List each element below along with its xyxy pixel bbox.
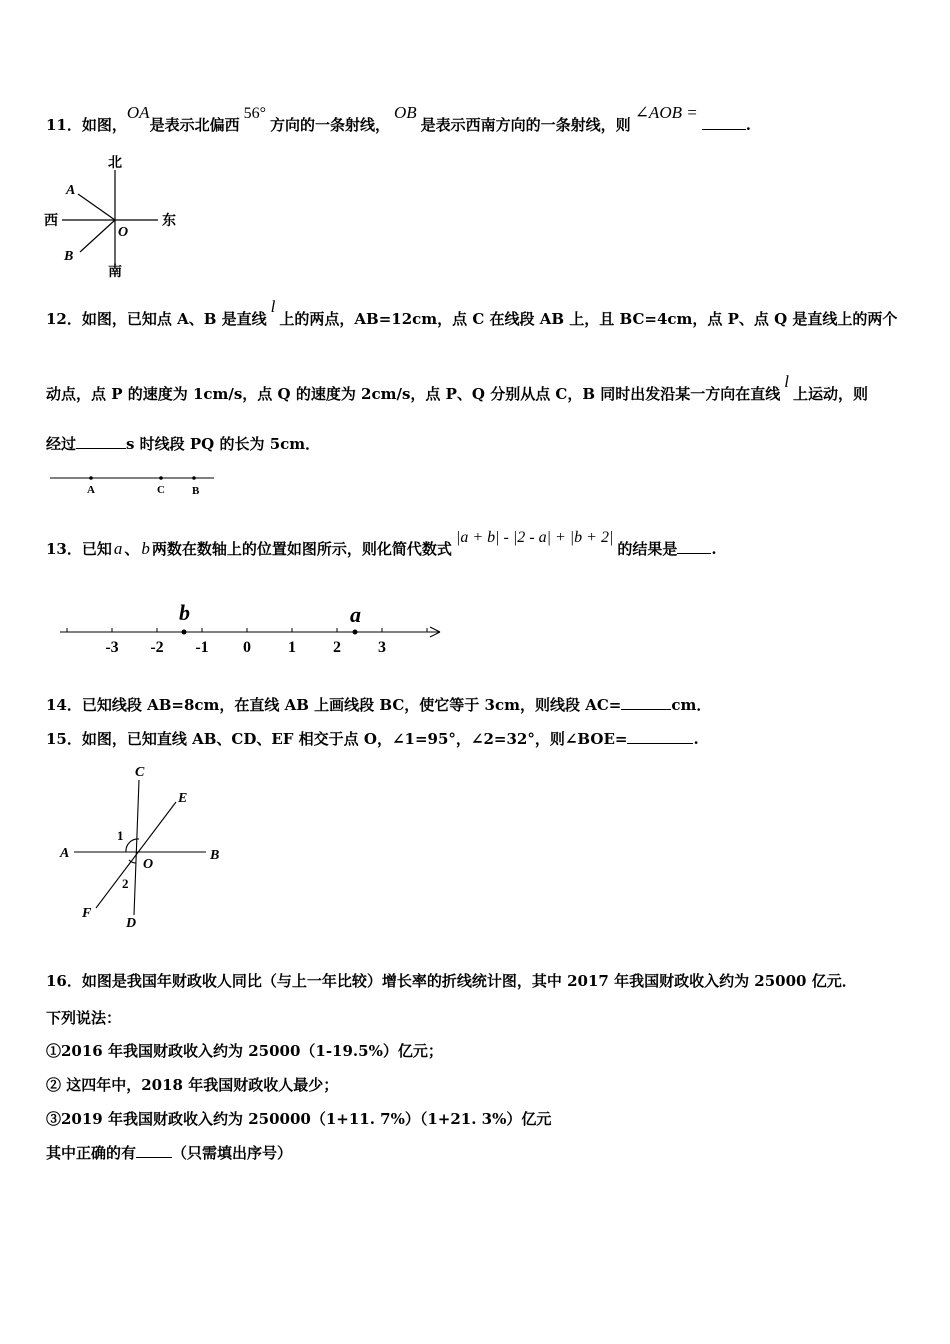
q16-statement-1 [46,1040,443,1061]
q16-line-1 [46,970,857,991]
q12-text-1a: 如图，已知点 A、B 是直线 [81,310,267,328]
q15-label-f: F [82,906,92,921]
q11-ray-ob [80,220,115,252]
q13-tick-label: -2 [150,639,164,656]
q13-text-3: 的结果是 [617,540,678,558]
q11-expr: ∠AOB = [634,103,698,122]
q15-text-1: 如图，已知直线 AB、CD、EF 相交于点 O，∠1=95°，∠2=32°，则∠BOE= [81,730,628,748]
q15-label-c: C [135,765,145,780]
q15-label-e: E [178,791,188,806]
q12-text-3b: s 时线段 PQ 的长为 5cm． [126,435,321,453]
q12-text-2a: 动点，点 P 的速度为 1cm/s，点 Q 的速度为 2cm/s，点 P、Q 分别从点 C，B 同时出发沿某一方向在直线 [46,385,781,403]
q12-answer-blank[interactable] [76,434,126,449]
q11-answer-blank[interactable] [702,115,746,130]
q16-statement-2 [46,1074,338,1095]
q16-statement-1-text: ①2016 年我国财政收入约为 25000（1-19.5%）亿元； [46,1042,443,1060]
q14-line [46,694,711,715]
q13-tick-label: -1 [195,639,209,656]
q12-label-c: C [157,484,165,496]
q11-compass-figure [40,152,200,282]
q15-label-a: A [60,846,70,861]
q16-ask [46,1142,292,1163]
q13-tick-label: 2 [333,639,341,656]
q16-statement-3 [46,1108,551,1129]
q13-tick-label: 1 [288,639,296,656]
q15-line [46,728,699,749]
q12-var-l-1: l [270,297,276,316]
q15-lines-figure [54,760,234,935]
q11-ob: OB [394,103,417,122]
q15-angle-1-label: 1 [117,828,124,843]
q13-expression: |a + b| - |2 - a| + |b + 2| [455,529,614,546]
q13-line [46,529,717,559]
q13-point-b [182,630,187,635]
q12-text-1b: 上的两点，AB=12cm，点 C 在线段 AB 上，且 BC=4cm，点 P、点 Q 是直线上的两个 [279,310,898,328]
q16-statement-3-text: ③2019 年我国财政收入约为 250000（1+11. 7%）（1+21. 3%）亿元 [46,1110,552,1128]
q14-text-2: cm． [671,696,712,714]
q14-number: 14． [46,696,82,714]
q15-label-b: B [210,848,220,863]
q11-label-o: O [118,225,129,240]
q14-answer-blank[interactable] [621,695,671,710]
q15-label-d: D [126,916,137,931]
q15-number: 15． [46,730,82,748]
q11-label-west: 西 [44,213,58,229]
q16-ask-text-2: （只需填出序号） [172,1144,293,1162]
q13-number-line [50,596,460,660]
q12-label-a: A [87,484,95,496]
q11-text-3: 方向的一条射线， [269,116,390,134]
q13-tick-label: -3 [105,639,119,656]
q16-number: 16． [46,972,82,990]
q11-end: . [745,116,751,134]
q12-point-b [192,476,196,480]
q13-answer-blank[interactable] [677,539,711,554]
q12-point-c [159,476,163,480]
q11-label-south: 南 [108,264,122,280]
q12-text-3a: 经过 [46,435,77,453]
q16-statement-2-text: ② 这四年中，2018 年我国财政收人最少； [46,1076,339,1094]
q12-label-b: B [192,485,200,497]
q11-label-north: 北 [108,155,122,171]
q12-line-1 [46,297,898,329]
q16-line-2 [46,1007,121,1028]
q13-point-a [353,630,358,635]
q12-text-2b: 上运动，则 [793,385,869,403]
q15-end: . [693,730,699,748]
q13-sep: 、 [124,540,140,558]
q16-answer-blank[interactable] [136,1143,172,1158]
q13-number: 13． [46,540,82,558]
q13-label-a: a [350,602,361,627]
q11-ray-oa [78,194,115,220]
q11-oa: OA [126,103,150,122]
q13-text-1: 已知 [81,540,112,558]
q11-label-b: B [64,249,74,264]
q13-tick-label: 3 [378,639,386,656]
q11-number: 11． [46,116,82,134]
q11-text-2: 是表示北偏西 [149,116,240,134]
q15-line-cd [134,780,139,915]
q13-var-a: a [113,539,123,558]
q15-angle-2-label: 2 [122,876,129,891]
q13-text-2: 两数在数轴上的位置如图所示，则化简代数式 [151,540,452,558]
q11-angle: 56° [243,105,266,122]
q12-line-2 [46,372,869,404]
q12-line-3 [46,433,320,454]
q16-text-1: 如图是我国年财政收人同比（与上一年比较）增长率的折线统计图，其中 2017 年我国财政收入约为 25000 亿元． [81,972,857,990]
q11-label-a: A [66,183,76,198]
q16-text-2: 下列说法： [46,1009,122,1027]
q12-point-a [89,476,93,480]
q14-text-1: 已知线段 AB=8cm，在直线 AB 上画线段 BC，使它等于 3cm，则线段 AC= [81,696,622,714]
q13-end: . [711,540,717,558]
q12-var-l-2: l [784,372,789,391]
q13-var-b: b [141,539,150,558]
q15-answer-blank[interactable] [627,729,693,744]
q13-label-b: b [179,600,190,625]
q13-tick-label: 0 [243,639,251,656]
q12-number: 12． [46,310,82,328]
q16-ask-text: 其中正确的有 [46,1144,137,1162]
q11-line [46,103,751,135]
q11-text-1: 如图， [81,116,127,134]
q11-label-east: 东 [162,213,176,229]
q15-label-o: O [143,857,154,872]
q12-segment-figure [46,470,226,500]
q11-text-4: 是表示西南方向的一条射线，则 [420,116,631,134]
q15-line-ef [96,802,176,908]
